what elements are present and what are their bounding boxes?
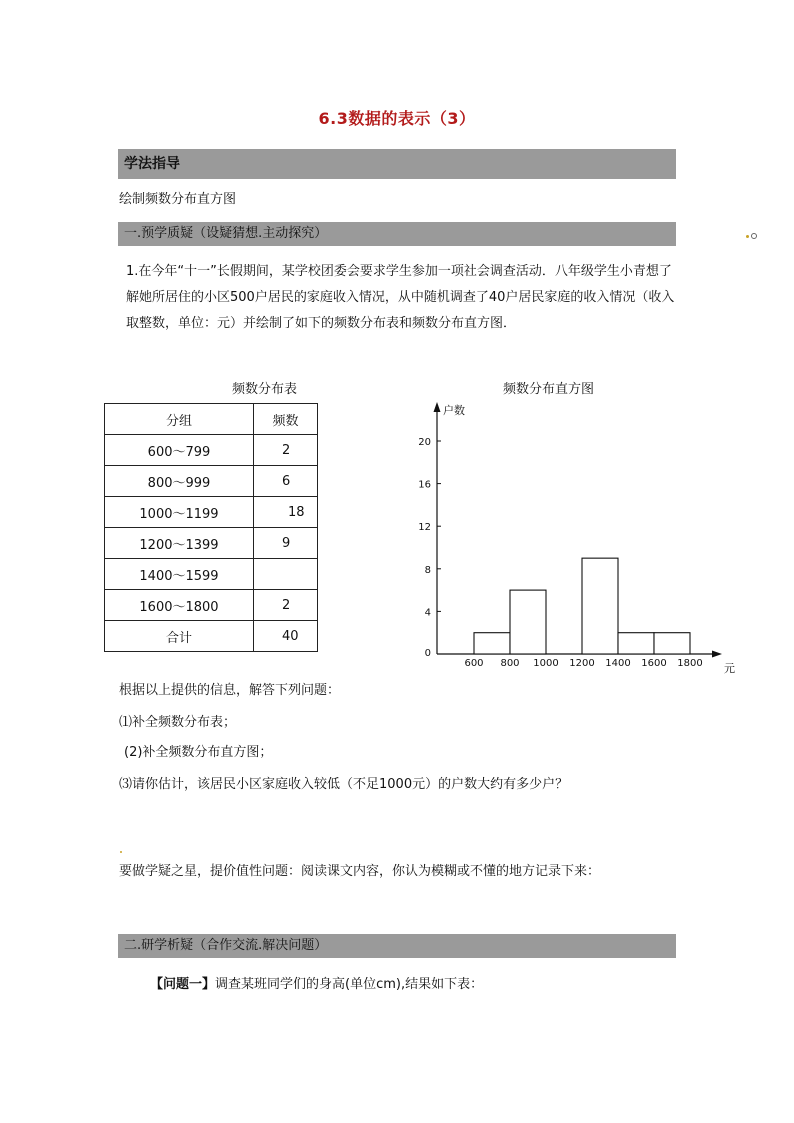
table-caption: 频数分布表 xyxy=(232,382,298,397)
y-tick-label: 16 xyxy=(418,479,431,491)
table-header-row xyxy=(105,404,318,435)
y-tick-label: 12 xyxy=(418,522,431,534)
histogram-bar xyxy=(474,633,510,654)
problem-2-label: 【问题一】 xyxy=(150,977,216,992)
y-tick-label: 4 xyxy=(424,607,431,619)
x-axis-arrow xyxy=(712,651,722,658)
x-tick-label: 1600 xyxy=(641,658,667,669)
table-cell-frequency: 2 xyxy=(254,435,318,466)
frequency-table xyxy=(104,403,318,652)
x-tick-label: 800 xyxy=(500,658,520,669)
questions-intro: 根据以上提供的信息，解答下列问题： xyxy=(119,683,341,698)
table-row xyxy=(105,528,318,559)
table-cell-frequency: 9 xyxy=(254,528,318,559)
question-1: ⑴补全频数分布表； xyxy=(119,715,237,730)
table-row xyxy=(105,621,318,652)
table-cell-total-label: 合计 xyxy=(105,621,254,652)
section-heading-preview: 一.预学质疑（设疑猜想.主动探究） xyxy=(118,222,676,246)
table-cell-total-value: 40 xyxy=(254,621,318,652)
y-tick-label: 20 xyxy=(418,437,431,448)
y-tick-label: 8 xyxy=(424,564,431,576)
margin-dot xyxy=(746,235,749,238)
study-guide-text: 绘制频数分布直方图 xyxy=(119,192,237,207)
table-cell-frequency: 6 xyxy=(254,466,318,497)
table-cell-group: 800～999 xyxy=(105,466,254,497)
table-cell-frequency: 2 xyxy=(254,590,318,621)
table-row xyxy=(105,497,318,528)
section-heading-study-guide: 学法指导 xyxy=(118,149,676,179)
note-text: 要做学疑之星，提价值性问题：阅读课文内容，你认为模糊或不懂的地方记录下来： xyxy=(119,864,601,879)
table-cell-frequency xyxy=(254,559,318,590)
y-tick-label: 0 xyxy=(424,648,431,659)
question-2: (2)补全频数分布直方图； xyxy=(124,745,273,760)
x-tick-label: 1200 xyxy=(569,658,595,669)
x-tick-label: 600 xyxy=(464,658,484,669)
stray-dot xyxy=(120,851,122,853)
table-row xyxy=(105,559,318,590)
histogram-bar xyxy=(654,633,690,654)
x-tick-label: 1400 xyxy=(605,658,631,669)
y-axis-arrow xyxy=(434,402,441,412)
x-tick-label: 1800 xyxy=(677,658,703,669)
table-cell-frequency: 18 xyxy=(254,497,318,528)
histogram-chart xyxy=(400,396,750,681)
table-cell-group: 600～799 xyxy=(105,435,254,466)
margin-mark xyxy=(751,233,757,239)
problem-2-line xyxy=(150,976,483,994)
question-3: ⑶请你估计，该居民小区家庭收入较低（不足1000元）的户数大约有多少户？ xyxy=(119,777,569,792)
table-cell-group: 1400～1599 xyxy=(105,559,254,590)
y-axis-label: 户数 xyxy=(443,404,465,417)
table-header-frequency: 频数 xyxy=(254,404,318,435)
table-row xyxy=(105,466,318,497)
x-axis-label: 元 xyxy=(724,662,735,675)
table-cell-group: 1200～1399 xyxy=(105,528,254,559)
histogram-bar xyxy=(618,633,654,654)
histogram-bar xyxy=(582,558,618,654)
table-cell-group: 1600～1800 xyxy=(105,590,254,621)
problem-1-text: 1.在今年“十一”长假期间，某学校团委会要求学生参加一项社会调查活动．八年级学生小青想了解她所居住的小区500户居民的家庭收入情况，从中随机调查了40户居民家庭的收入情况（收入取整数，单位：元）并绘制了如下的频数分布表和频数分布直方图． xyxy=(126,264,675,331)
section-heading-study-analysis: 二.研学析疑（合作交流.解决问题） xyxy=(118,934,676,958)
histogram-bar xyxy=(510,590,546,654)
page-title: 6.3数据的表示（3） xyxy=(318,109,476,128)
table-row xyxy=(105,435,318,466)
table-header-group: 分组 xyxy=(105,404,254,435)
problem-2-text: 调查某班同学们的身高(单位cm),结果如下表： xyxy=(215,977,484,992)
table-row xyxy=(105,590,318,621)
x-tick-label: 1000 xyxy=(533,658,559,669)
chart-title: 频数分布直方图 xyxy=(503,382,595,397)
table-cell-group: 1000～1199 xyxy=(105,497,254,528)
